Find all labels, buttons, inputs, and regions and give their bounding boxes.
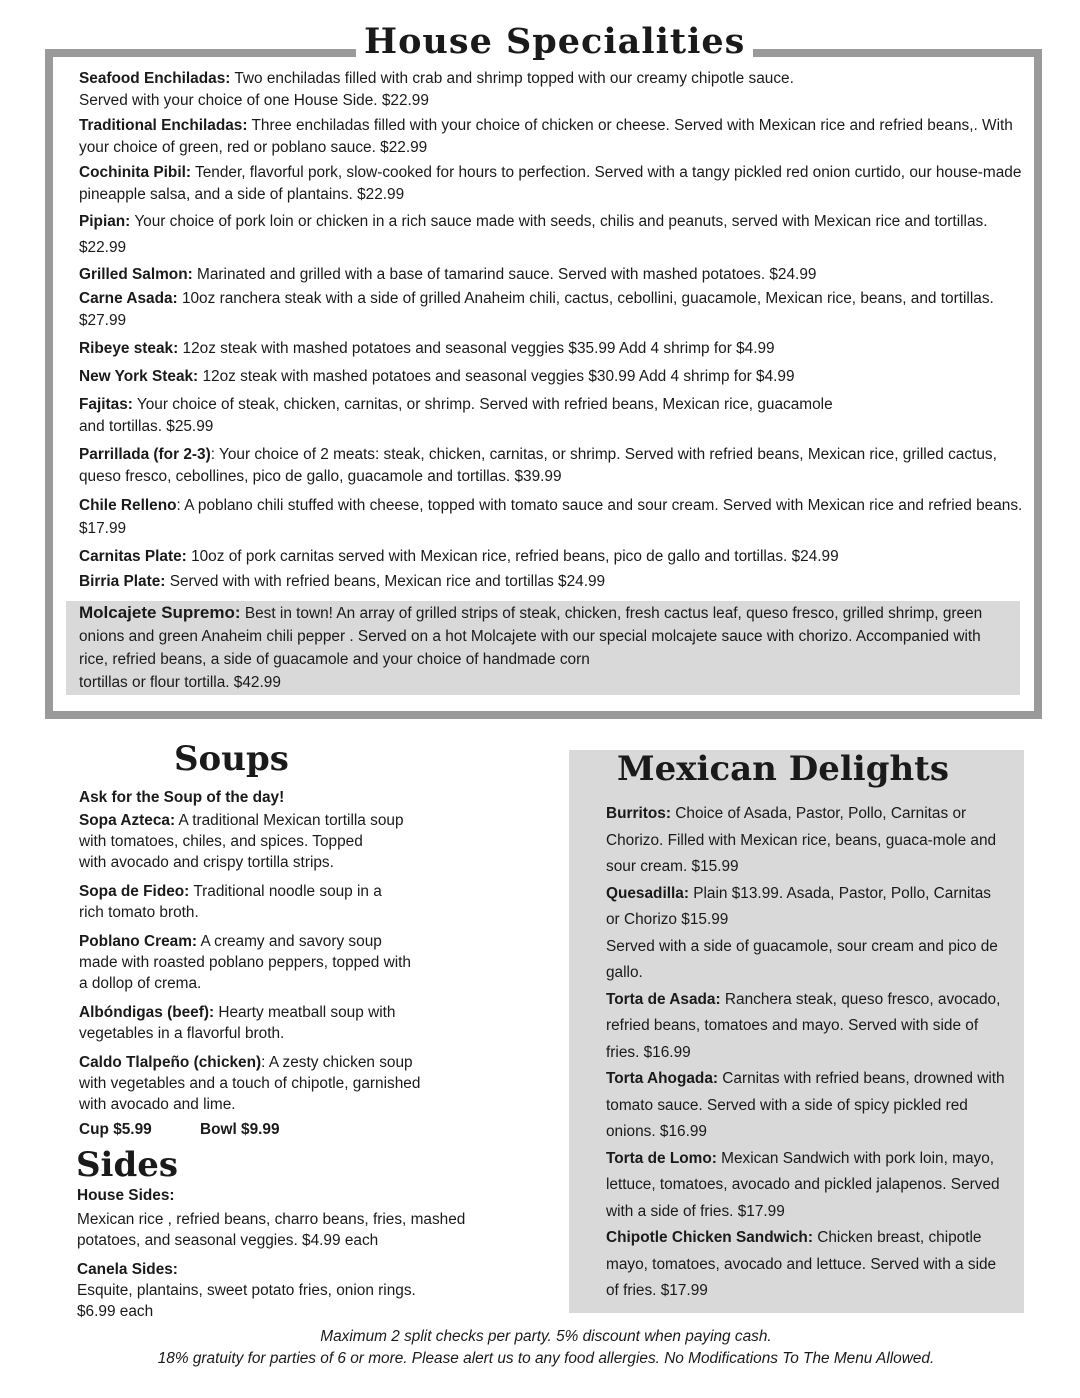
item-name: Parrillada (for 2-3) — [79, 446, 211, 463]
item-name: Carnitas Plate: — [79, 548, 187, 565]
side-desc: Esquite, plantains, sweet potato fries, onion rings. — [77, 1282, 416, 1299]
menu-item — [606, 801, 1006, 881]
item-desc: Served with your choice of one House Side. $22.99 — [79, 92, 429, 109]
menu-item — [79, 366, 1029, 388]
soup-item — [79, 931, 499, 994]
item-desc: rich tomato broth. — [79, 904, 199, 921]
item-desc: Mexican Sandwich with pork loin, mayo, lettuce, tomatoes, avocado and pickled jalapenos. Served with a side of fries. $17.99 — [606, 1149, 1000, 1220]
menu-item — [606, 881, 1006, 934]
soup-item — [79, 810, 499, 873]
item-desc: 10oz of pork carnitas served with Mexican rice, refried beans, pico de gallo and tortillas. $24.99 — [191, 548, 839, 565]
item-desc: vegetables in a flavorful broth. — [79, 1025, 285, 1042]
menu-item-note — [606, 934, 1006, 987]
item-name: Grilled Salmon: — [79, 266, 193, 283]
item-desc: a dollop of crema. — [79, 975, 202, 992]
item-desc: Plain $13.99. Asada, Pastor, Pollo, Carnitas or Chorizo $15.99 — [606, 884, 991, 928]
sides-section — [77, 1185, 537, 1330]
menu-item — [606, 1146, 1006, 1226]
item-name: Fajitas: — [79, 396, 133, 413]
item-desc: Three enchiladas filled with your choice of chicken or cheese. Served with Mexican rice and refried beans,. With your choice of green, red or poblano sauce. $22.99 — [79, 117, 1013, 156]
item-desc: 12oz steak with mashed potatoes and seasonal veggies $30.99 Add 4 shrimp for $4.99 — [202, 368, 795, 385]
item-desc: Served with with refried beans, Mexican rice and tortillas $24.99 — [169, 573, 606, 590]
menu-item — [79, 162, 1029, 206]
item-desc: Hearty meatball soup with — [218, 1004, 396, 1021]
footer-notes — [0, 1326, 1080, 1370]
house-specialities-list — [79, 68, 1029, 599]
item-desc: with avocado and crispy tortilla strips. — [79, 854, 334, 871]
menu-item — [79, 571, 1029, 593]
item-name: Carne Asada: — [79, 290, 178, 307]
item-name: Quesadilla: — [606, 884, 689, 902]
item-name: Torta Ahogada: — [606, 1070, 719, 1087]
featured-item — [79, 601, 1014, 694]
item-desc: with tomatoes, chiles, and spices. Topped — [79, 833, 363, 850]
item-desc: 12oz steak with mashed potatoes and seasonal veggies $35.99 Add 4 shrimp for $4.99 — [182, 340, 775, 357]
bowl-price: Bowl $9.99 — [200, 1121, 280, 1138]
item-desc: Ranchera steak, queso fresco, avocado, refried beans, tomatoes and mayo. Served with side of fries. $16.99 — [606, 990, 1001, 1061]
item-name: Torta de Asada: — [606, 990, 721, 1008]
item-name: Poblano Cream: — [79, 933, 198, 950]
item-desc: : A zesty chicken soup — [261, 1054, 413, 1071]
cup-price: Cup $5.99 — [79, 1121, 152, 1138]
item-desc: Tender, flavorful pork, slow-cooked for hours to perfection. Served with a tangy pickled red onion curtido, our house-made pineapple salsa, and a side of plantains. $22.99 — [79, 164, 1022, 203]
item-name: Caldo Tlalpeño (chicken) — [79, 1054, 262, 1071]
house-specialities-title: House Specialities — [356, 24, 753, 59]
item-name: Sopa Azteca: — [79, 812, 176, 829]
house-sides-desc — [77, 1209, 537, 1251]
footer-line: Maximum 2 split checks per party. 5% discount when paying cash. — [320, 1328, 772, 1345]
item-desc: Your choice of pork loin or chicken in a rich sauce made with seeds, chilis and peanuts, served with Mexican rice and tortillas. $22.99 — [79, 213, 988, 256]
item-name: Burritos: — [606, 805, 671, 822]
menu-item — [79, 494, 1029, 540]
item-name: Cochinita Pibil: — [79, 164, 192, 181]
item-name: Sopa de Fideo: — [79, 883, 190, 900]
item-desc: A creamy and savory soup — [200, 933, 382, 950]
side-desc: Mexican rice , refried beans, charro beans, fries, mashed — [77, 1211, 466, 1228]
item-name: New York Steak: — [79, 368, 199, 385]
item-name: Seafood Enchiladas: — [79, 70, 231, 87]
menu-item — [606, 1066, 1006, 1146]
item-name: Ribeye steak: — [79, 340, 179, 357]
item-name: Molcajete Supremo: — [79, 603, 241, 622]
soup-prices — [79, 1119, 499, 1140]
item-desc: : Your choice of 2 meats: steak, chicken, carnitas, or shrimp. Served with refried beans, Mexican rice, grilled cactus, queso fresco, cebollines, pico de gallo, guacamole and tortillas. $39.99 — [79, 446, 997, 485]
item-name: Albóndigas (beef): — [79, 1004, 215, 1021]
menu-item — [606, 987, 1006, 1067]
item-desc: with avocado and lime. — [79, 1096, 236, 1113]
menu-item — [79, 444, 1029, 488]
soups-section — [79, 787, 499, 1140]
item-desc: Chicken breast, chipotle mayo, tomatoes, avocado and lettuce. Served with a side of fries. $17.99 — [606, 1229, 997, 1299]
item-desc: Marinated and grilled with a base of tamarind sauce. Served with mashed potatoes. $24.99 — [197, 266, 817, 283]
side-desc: potatoes, and seasonal veggies. $4.99 each — [77, 1232, 379, 1249]
menu-item — [606, 1225, 1006, 1305]
item-desc: 10oz ranchera steak with a side of grilled Anaheim chili, cactus, cebollini, guacamole, Mexican rice, beans, and tortillas. $27.99 — [79, 290, 994, 329]
item-desc: Two enchiladas filled with crab and shrimp topped with our creamy chipotle sauce. — [234, 70, 794, 87]
item-desc: made with roasted poblano peppers, topped with — [79, 954, 411, 971]
item-name: Chile Relleno — [79, 497, 177, 514]
item-name: Chipotle Chicken Sandwich: — [606, 1229, 813, 1246]
house-sides-label: House Sides: — [77, 1187, 175, 1204]
soup-of-day: Ask for the Soup of the day! — [79, 789, 285, 806]
item-desc: Carnitas with refried beans, drowned with tomato sauce. Served with a side of spicy pickled red onions. $16.99 — [606, 1070, 1005, 1140]
canela-sides-label: Canela Sides: — [77, 1261, 178, 1278]
item-desc: Your choice of steak, chicken, carnitas, or shrimp. Served with refried beans, Mexican rice, guacamole — [136, 396, 833, 413]
item-desc: tortillas or flour tortilla. $42.99 — [79, 674, 281, 691]
item-desc: Traditional noodle soup in a — [193, 883, 382, 900]
menu-item — [79, 394, 1029, 438]
item-desc: with vegetables and a touch of chipotle, garnished — [79, 1075, 421, 1092]
canela-sides-desc — [77, 1280, 537, 1322]
item-desc: Best in town! An array of grilled strips of steak, chicken, fresh cactus leaf, queso fresco, grilled shrimp, green onions and green Anaheim chili pepper . Served on a hot Molcajete with our special molcajete sauce with chorizo. Accompanied with rice, refried beans, a side of guacamole and your choice of handmade corn — [79, 605, 983, 668]
soup-item — [79, 1052, 499, 1115]
item-desc: Served with a side of guacamole, sour cream and pico de gallo. — [606, 937, 998, 981]
menu-item — [79, 338, 1029, 360]
item-name: Traditional Enchiladas: — [79, 117, 248, 134]
side-desc: $6.99 each — [77, 1303, 154, 1320]
menu-item — [79, 546, 1029, 568]
soup-item — [79, 881, 499, 923]
item-name: Torta de Lomo: — [606, 1149, 717, 1167]
mexican-delights-list — [606, 801, 1006, 1305]
item-desc: Choice of Asada, Pastor, Pollo, Carnitas or Chorizo. Filled with Mexican rice, beans, guaca-mole and sour cream. $15.99 — [606, 805, 997, 875]
item-desc: A traditional Mexican tortilla soup — [178, 812, 404, 829]
menu-item — [79, 264, 1029, 286]
menu-item — [79, 288, 1029, 332]
sides-title: Sides — [76, 1145, 179, 1185]
menu-item — [79, 115, 1029, 159]
item-name: Birria Plate: — [79, 573, 166, 590]
mexican-delights-title: Mexican Delights — [617, 749, 950, 789]
item-desc: : A poblano chili stuffed with cheese, topped with tomato sauce and sour cream. Served with Mexican rice and refried beans. $17.99 — [79, 497, 1023, 537]
soups-title: Soups — [174, 739, 289, 779]
menu-item — [79, 209, 1029, 261]
soup-item — [79, 1002, 499, 1044]
footer-line: 18% gratuity for parties of 6 or more. Please alert us to any food allergies. No Modifications To The Menu Allowed. — [157, 1350, 935, 1367]
item-desc: and tortillas. $25.99 — [79, 418, 214, 435]
menu-item — [79, 68, 1029, 112]
item-name: Pipian: — [79, 213, 131, 230]
